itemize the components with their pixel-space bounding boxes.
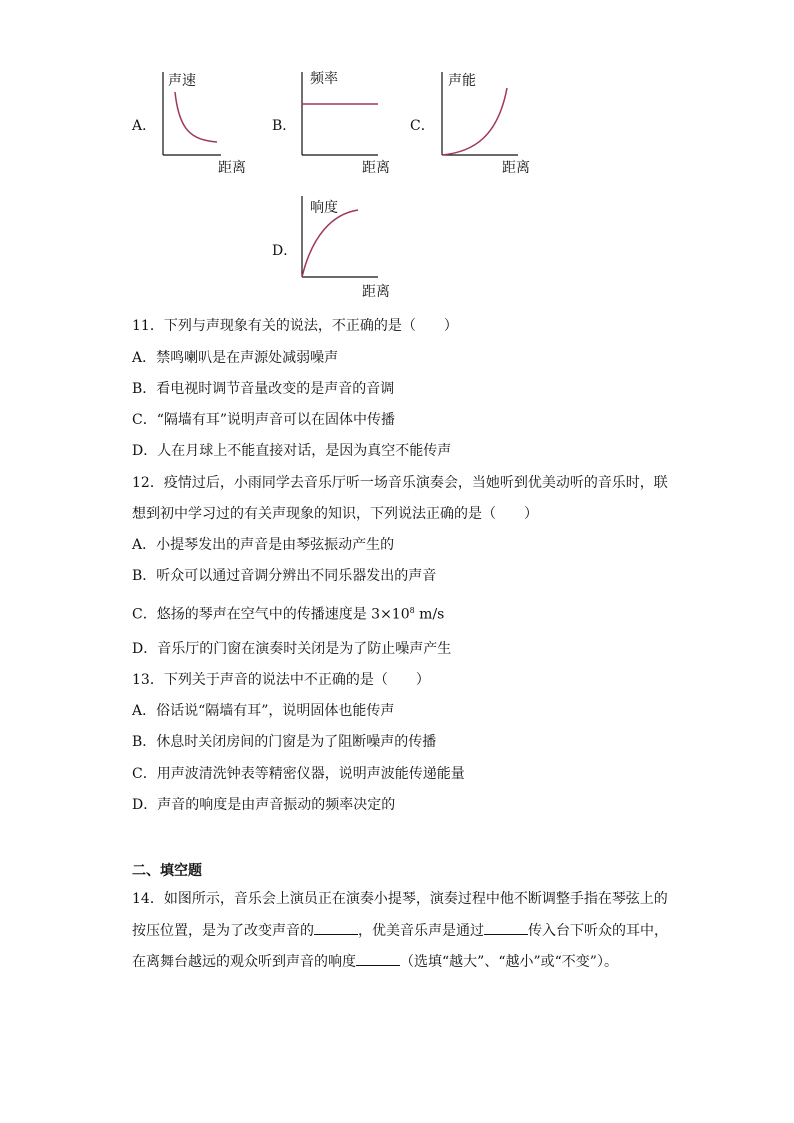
q13-option-d: D．声音的响度是由声音振动的频率决定的 [132, 797, 396, 813]
q12-option-b: B．听众可以通过音调分辨出不同乐器发出的声音 [132, 568, 437, 584]
graph-c-xlabel: 距离 [502, 160, 530, 176]
q12-option-c-unit: m/s [414, 606, 445, 623]
q12-option-d: D．音乐厅的门窗在演奏时关闭是为了防止噪声产生 [132, 641, 452, 657]
q14-line2-text-a: 按压位置，是为了改变声音的 [132, 923, 314, 939]
q12-stem-line2: 想到初中学习过的有关声现象的知识，下列说法正确的是（ ） [132, 506, 538, 522]
graph-b-ylabel: 频率 [310, 71, 338, 87]
q14-blank-2[interactable] [484, 921, 528, 935]
q12-stem-line1: 12．疫情过后，小雨同学去音乐厅听一场音乐演奏会，当她听到优美动听的音乐时，联 [132, 475, 668, 491]
q13-option-b: B．休息时关闭房间的门窗是为了阻断噪声的传播 [132, 734, 437, 750]
q11-stem: 11．下列与声现象有关的说法，不正确的是（ ） [132, 318, 458, 334]
graph-b-xlabel: 距离 [362, 160, 390, 176]
q11-option-a: A．禁鸣喇叭是在声源处减弱噪声 [132, 350, 339, 366]
graph-a-ylabel: 声速 [168, 73, 196, 89]
q11-option-b: B．看电视时调节音量改变的是声音的音调 [132, 381, 395, 397]
q14-line3-text-a: 在离舞台越远的观众听到声音的响度 [132, 954, 356, 970]
option-a-label: A． [132, 118, 157, 134]
q13-option-a: A．俗话说“隔墙有耳”，说明固体也能传声 [132, 703, 395, 719]
graph-a-xlabel: 距离 [218, 160, 246, 176]
q13-stem: 13．下列关于声音的说法中不正确的是（ ） [132, 672, 430, 688]
q12-option-a: A．小提琴发出的声音是由琴弦振动产生的 [132, 537, 395, 553]
q12-option-c [132, 602, 444, 624]
graph-a-plot [155, 72, 225, 162]
graph-d-ylabel: 响度 [310, 200, 338, 216]
option-c-label: C． [410, 118, 435, 134]
q12-option-c-text: C．悠扬的琴声在空气中的传播速度是 3×10 [132, 606, 410, 623]
graph-d-xlabel: 距离 [362, 284, 390, 300]
q11-option-c: C．“隔墙有耳”说明声音可以在固体中传播 [132, 412, 396, 428]
graph-d-plot [294, 196, 384, 286]
section-title-fill-in: 二、填空题 [132, 863, 202, 879]
graph-c-curve [442, 88, 507, 155]
graph-a-curve [175, 92, 217, 142]
graph-d-curve [302, 210, 358, 277]
q14-blank-1[interactable] [314, 921, 358, 935]
q11-option-d: D．人在月球上不能直接对话，是因为真空不能传声 [132, 443, 452, 459]
q14-line3-text-b: （选填“越大”、“越小”或“不变”）。 [400, 954, 618, 970]
q14-blank-3[interactable] [356, 952, 400, 966]
graph-c-plot [434, 72, 524, 162]
q13-option-c: C．用声波清洗钟表等精密仪器，说明声波能传递能量 [132, 766, 465, 782]
option-d-label: D． [272, 243, 298, 259]
q12-option-c-exponent: 8 [409, 606, 415, 615]
q14-line1: 14．如图所示，音乐会上演员正在演奏小提琴，演奏过程中他不断调整手指在琴弦上的 [132, 891, 668, 907]
graph-b-plot [294, 72, 384, 162]
q14-line2-text-c: 传入台下听众的耳中， [528, 923, 668, 939]
q14-line2 [132, 921, 668, 940]
option-b-label: B． [272, 118, 297, 134]
graph-c-ylabel: 声能 [448, 73, 476, 89]
q14-line3 [132, 952, 618, 971]
q14-line2-text-b: ，优美音乐声是通过 [358, 923, 484, 939]
